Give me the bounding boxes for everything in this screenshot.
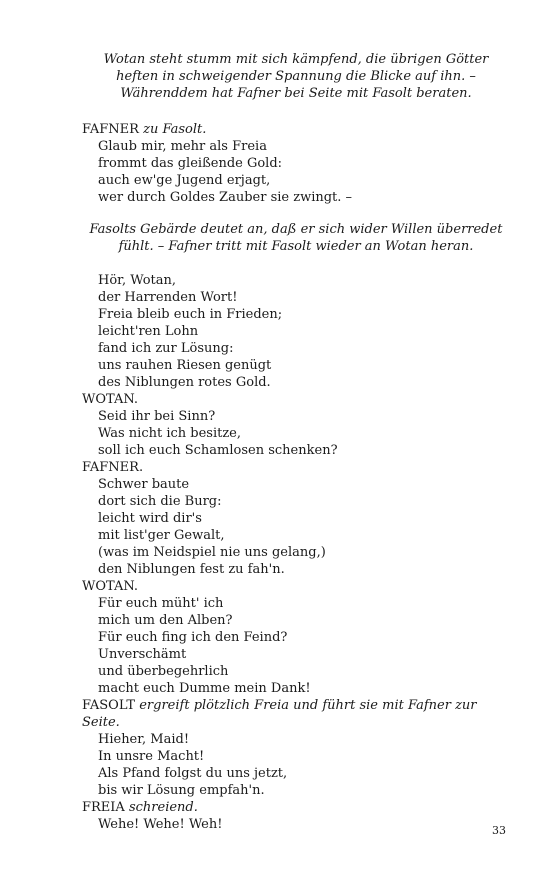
speaker-name: FAFNER. xyxy=(82,460,144,475)
speaker-name: WOTAN. xyxy=(82,579,139,594)
verse-line: und überbegehrlich xyxy=(98,664,229,679)
verse-line: leicht'ren Lohn xyxy=(98,324,199,339)
verse-line: Freia bleib euch in Frieden; xyxy=(98,307,283,322)
verse-line: Für euch müht' ich xyxy=(98,596,224,611)
verse-line: Als Pfand folgst du uns jetzt, xyxy=(98,766,288,781)
speaker-line xyxy=(82,799,510,816)
speaker-name: FAFNER xyxy=(82,122,139,137)
stage-direction: Wotan steht stumm mit sich kämpfend, die übrigen Götter heften in schweigender Spannung die Blicke auf ihn. – Währenddem hat Fafner bei Seite mit Fasolt beraten. xyxy=(103,52,489,101)
verse-line: Glaub mir, mehr als Freia xyxy=(98,139,267,154)
speech-block xyxy=(82,391,510,459)
page-number: 33 xyxy=(492,824,506,837)
verse-line: der Harrenden Wort! xyxy=(98,290,238,305)
verse-line: leicht wird dir's xyxy=(98,511,202,526)
verse-line: auch ew'ge Jugend erjagt, xyxy=(98,173,271,188)
speaker-line xyxy=(82,697,510,731)
verse-line: des Niblungen rotes Gold. xyxy=(98,375,271,390)
verse-line: fand ich zur Lösung: xyxy=(98,341,234,356)
speaker-direction: zu Fasolt. xyxy=(143,122,207,137)
verse-line: Wehe! Wehe! Weh! xyxy=(98,817,223,832)
verse-line: uns rauhen Riesen genügt xyxy=(98,358,272,373)
speaker-line xyxy=(82,121,510,138)
stage-direction: Fasolts Gebärde deutet an, daß er sich wider Willen überredet fühlt. – Fafner tritt mit Fasolt wieder an Wotan heran. xyxy=(89,222,503,254)
speech-block xyxy=(82,272,510,391)
speaker-name: FASOLT xyxy=(82,698,136,713)
speech-block xyxy=(82,121,510,206)
speech-block xyxy=(82,578,510,697)
verse-line: Was nicht ich besitze, xyxy=(98,426,242,441)
speaker-direction: schreiend. xyxy=(128,800,198,815)
verse-line: Für euch fing ich den Feind? xyxy=(98,630,288,645)
verse-line: mit list'ger Gewalt, xyxy=(98,528,225,543)
verse-line: Seid ihr bei Sinn? xyxy=(98,409,216,424)
speech-block xyxy=(82,459,510,578)
speaker-name: FREIA xyxy=(82,800,125,815)
verse-line: Schwer baute xyxy=(98,477,190,492)
verse-line: dort sich die Burg: xyxy=(98,494,222,509)
speaker-name: WOTAN. xyxy=(82,392,139,407)
verse-line: In unsre Macht! xyxy=(98,749,205,764)
verse-line: Hieher, Maid! xyxy=(98,732,190,747)
speech-block xyxy=(82,799,510,833)
verse-line: bis wir Lösung empfah'n. xyxy=(98,783,265,798)
verse-line: wer durch Goldes Zauber sie zwingt. – xyxy=(98,190,353,205)
verse-line: macht euch Dumme mein Dank! xyxy=(98,681,311,696)
verse-line: Unverschämt xyxy=(98,647,187,662)
verse-line: Hör, Wotan, xyxy=(98,273,176,288)
verse-line: soll ich euch Schamlosen schenken? xyxy=(98,443,338,458)
verse-line: mich um den Alben? xyxy=(98,613,233,628)
page-body xyxy=(82,51,510,833)
speech-block xyxy=(82,697,510,799)
verse-line: den Niblungen fest zu fah'n. xyxy=(98,562,285,577)
speaker-direction: ergreift plötzlich Freia und führt sie mit Fafner zur Seite. xyxy=(82,698,477,730)
verse-line: (was im Neidspiel nie uns gelang,) xyxy=(98,545,326,560)
verse-line: frommt das gleißende Gold: xyxy=(98,156,283,171)
